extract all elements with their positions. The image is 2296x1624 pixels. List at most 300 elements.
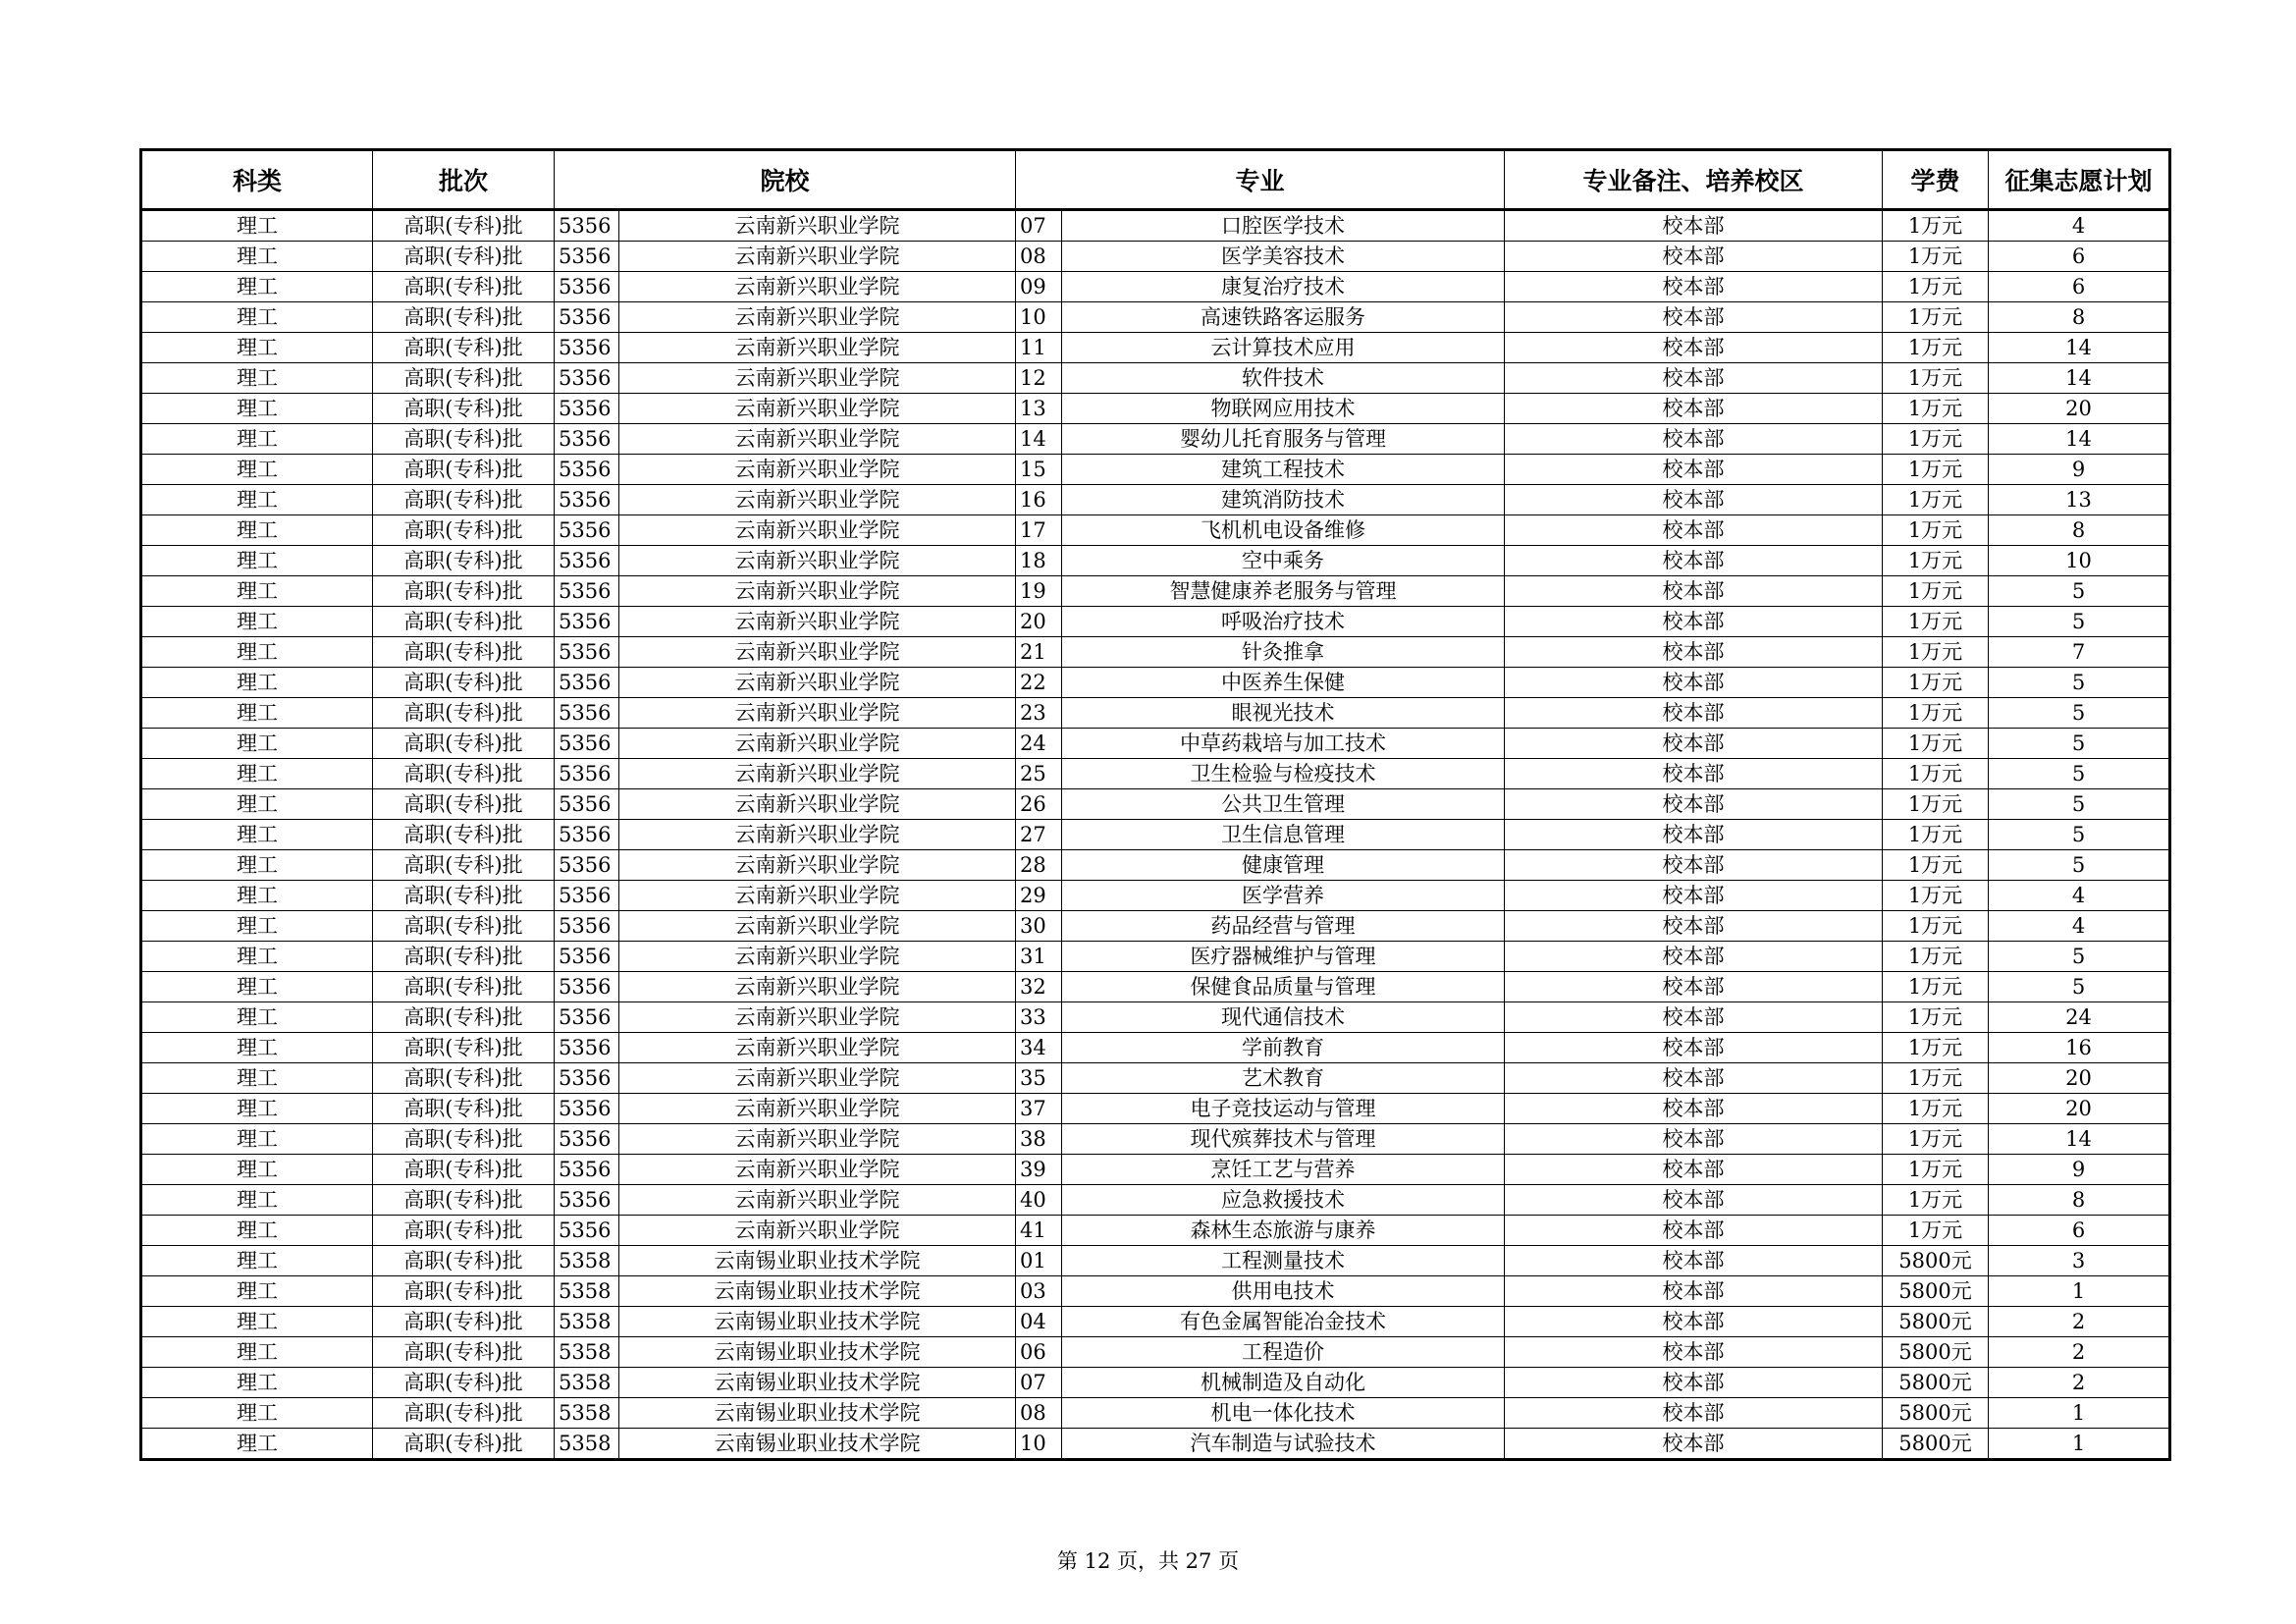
- remarks-campus-cell: 校本部: [1505, 515, 1883, 546]
- header-batch: 批次: [373, 150, 555, 210]
- major-name-cell: 现代通信技术: [1062, 1002, 1505, 1033]
- tuition-cell: 5800元: [1883, 1368, 1989, 1398]
- batch-cell: 高职(专科)批: [373, 881, 555, 911]
- remarks-campus-cell: 校本部: [1505, 1276, 1883, 1307]
- major-name-cell: 针灸推拿: [1062, 637, 1505, 668]
- tuition-cell: 1万元: [1883, 394, 1989, 424]
- tuition-cell: 1万元: [1883, 546, 1989, 576]
- school-name-cell: 云南新兴职业学院: [619, 546, 1016, 576]
- category-cell: 理工: [141, 1063, 373, 1094]
- school-name-cell: 云南新兴职业学院: [619, 1033, 1016, 1063]
- table-row: [141, 1002, 2170, 1033]
- batch-cell: 高职(专科)批: [373, 1216, 555, 1246]
- remarks-campus-cell: 校本部: [1505, 210, 1883, 242]
- school-code-cell: 5358: [555, 1368, 619, 1398]
- school-code-cell: 5356: [555, 546, 619, 576]
- school-name-cell: 云南新兴职业学院: [619, 272, 1016, 302]
- major-name-cell: 公共卫生管理: [1062, 789, 1505, 820]
- remarks-campus-cell: 校本部: [1505, 1185, 1883, 1216]
- tuition-cell: 1万元: [1883, 455, 1989, 485]
- batch-cell: 高职(专科)批: [373, 789, 555, 820]
- school-name-cell: 云南新兴职业学院: [619, 911, 1016, 942]
- school-name-cell: 云南新兴职业学院: [619, 729, 1016, 759]
- school-code-cell: 5358: [555, 1398, 619, 1429]
- major-code-cell: 08: [1016, 1398, 1062, 1429]
- batch-cell: 高职(专科)批: [373, 820, 555, 850]
- major-code-cell: 26: [1016, 789, 1062, 820]
- table-row: [141, 1155, 2170, 1185]
- school-name-cell: 云南新兴职业学院: [619, 1002, 1016, 1033]
- batch-cell: 高职(专科)批: [373, 698, 555, 729]
- category-cell: 理工: [141, 1398, 373, 1429]
- major-code-cell: 28: [1016, 850, 1062, 881]
- tuition-cell: 5800元: [1883, 1276, 1989, 1307]
- school-code-cell: 5356: [555, 1002, 619, 1033]
- major-code-cell: 40: [1016, 1185, 1062, 1216]
- category-cell: 理工: [141, 637, 373, 668]
- major-name-cell: 建筑消防技术: [1062, 485, 1505, 515]
- school-code-cell: 5358: [555, 1429, 619, 1460]
- plan-count-cell: 14: [1989, 424, 2170, 455]
- major-code-cell: 10: [1016, 1429, 1062, 1460]
- major-name-cell: 智慧健康养老服务与管理: [1062, 576, 1505, 607]
- tuition-cell: 1万元: [1883, 333, 1989, 363]
- table-row: [141, 820, 2170, 850]
- plan-count-cell: 16: [1989, 1033, 2170, 1063]
- table-row: [141, 1276, 2170, 1307]
- table-row: [141, 242, 2170, 272]
- category-cell: 理工: [141, 1094, 373, 1124]
- school-code-cell: 5358: [555, 1307, 619, 1337]
- school-name-cell: 云南新兴职业学院: [619, 515, 1016, 546]
- category-cell: 理工: [141, 424, 373, 455]
- table-row: [141, 942, 2170, 972]
- header-plan-count: 征集志愿计划: [1989, 150, 2170, 210]
- plan-count-cell: 20: [1989, 394, 2170, 424]
- major-name-cell: 工程测量技术: [1062, 1246, 1505, 1276]
- major-name-cell: 供用电技术: [1062, 1276, 1505, 1307]
- plan-count-cell: 5: [1989, 729, 2170, 759]
- batch-cell: 高职(专科)批: [373, 394, 555, 424]
- tuition-cell: 1万元: [1883, 242, 1989, 272]
- table-row: [141, 1094, 2170, 1124]
- batch-cell: 高职(专科)批: [373, 1185, 555, 1216]
- school-name-cell: 云南锡业职业技术学院: [619, 1276, 1016, 1307]
- school-name-cell: 云南新兴职业学院: [619, 881, 1016, 911]
- plan-count-cell: 13: [1989, 485, 2170, 515]
- school-name-cell: 云南新兴职业学院: [619, 1124, 1016, 1155]
- school-code-cell: 5356: [555, 210, 619, 242]
- batch-cell: 高职(专科)批: [373, 759, 555, 789]
- major-code-cell: 19: [1016, 576, 1062, 607]
- plan-count-cell: 10: [1989, 546, 2170, 576]
- category-cell: 理工: [141, 911, 373, 942]
- batch-cell: 高职(专科)批: [373, 911, 555, 942]
- major-name-cell: 汽车制造与试验技术: [1062, 1429, 1505, 1460]
- plan-count-cell: 24: [1989, 1002, 2170, 1033]
- header-school: 院校: [555, 150, 1016, 210]
- school-name-cell: 云南新兴职业学院: [619, 485, 1016, 515]
- category-cell: 理工: [141, 1124, 373, 1155]
- category-cell: 理工: [141, 210, 373, 242]
- batch-cell: 高职(专科)批: [373, 1124, 555, 1155]
- category-cell: 理工: [141, 485, 373, 515]
- remarks-campus-cell: 校本部: [1505, 789, 1883, 820]
- category-cell: 理工: [141, 607, 373, 637]
- table-row: [141, 455, 2170, 485]
- remarks-campus-cell: 校本部: [1505, 1337, 1883, 1368]
- major-code-cell: 27: [1016, 820, 1062, 850]
- plan-count-cell: 4: [1989, 911, 2170, 942]
- table-row: [141, 1246, 2170, 1276]
- table-row: [141, 1063, 2170, 1094]
- plan-count-cell: 1: [1989, 1276, 2170, 1307]
- category-cell: 理工: [141, 1216, 373, 1246]
- category-cell: 理工: [141, 242, 373, 272]
- major-name-cell: 卫生信息管理: [1062, 820, 1505, 850]
- batch-cell: 高职(专科)批: [373, 515, 555, 546]
- major-code-cell: 15: [1016, 455, 1062, 485]
- plan-count-cell: 5: [1989, 789, 2170, 820]
- category-cell: 理工: [141, 576, 373, 607]
- school-name-cell: 云南新兴职业学院: [619, 759, 1016, 789]
- tuition-cell: 1万元: [1883, 1094, 1989, 1124]
- major-code-cell: 07: [1016, 210, 1062, 242]
- remarks-campus-cell: 校本部: [1505, 820, 1883, 850]
- plan-count-cell: 20: [1989, 1094, 2170, 1124]
- category-cell: 理工: [141, 789, 373, 820]
- category-cell: 理工: [141, 1276, 373, 1307]
- batch-cell: 高职(专科)批: [373, 1398, 555, 1429]
- remarks-campus-cell: 校本部: [1505, 546, 1883, 576]
- school-name-cell: 云南新兴职业学院: [619, 637, 1016, 668]
- admission-plan-table: [139, 148, 2171, 1461]
- table-row: [141, 1368, 2170, 1398]
- tuition-cell: 5800元: [1883, 1337, 1989, 1368]
- school-code-cell: 5358: [555, 1337, 619, 1368]
- table-row: [141, 1398, 2170, 1429]
- plan-count-cell: 9: [1989, 1155, 2170, 1185]
- major-code-cell: 38: [1016, 1124, 1062, 1155]
- major-code-cell: 34: [1016, 1033, 1062, 1063]
- major-name-cell: 应急救援技术: [1062, 1185, 1505, 1216]
- plan-count-cell: 5: [1989, 850, 2170, 881]
- major-name-cell: 中草药栽培与加工技术: [1062, 729, 1505, 759]
- tuition-cell: 1万元: [1883, 698, 1989, 729]
- plan-count-cell: 3: [1989, 1246, 2170, 1276]
- category-cell: 理工: [141, 546, 373, 576]
- table-row: [141, 546, 2170, 576]
- remarks-campus-cell: 校本部: [1505, 1094, 1883, 1124]
- major-name-cell: 物联网应用技术: [1062, 394, 1505, 424]
- school-name-cell: 云南新兴职业学院: [619, 455, 1016, 485]
- page-footer: 第 12 页，共 27 页: [1056, 1549, 1240, 1573]
- batch-cell: 高职(专科)批: [373, 242, 555, 272]
- plan-count-cell: 9: [1989, 455, 2170, 485]
- major-name-cell: 中医养生保健: [1062, 668, 1505, 698]
- batch-cell: 高职(专科)批: [373, 729, 555, 759]
- school-name-cell: 云南新兴职业学院: [619, 1063, 1016, 1094]
- major-name-cell: 建筑工程技术: [1062, 455, 1505, 485]
- remarks-campus-cell: 校本部: [1505, 850, 1883, 881]
- tuition-cell: 1万元: [1883, 850, 1989, 881]
- table-row: [141, 1185, 2170, 1216]
- table-row: [141, 333, 2170, 363]
- major-code-cell: 14: [1016, 424, 1062, 455]
- major-name-cell: 卫生检验与检疫技术: [1062, 759, 1505, 789]
- major-name-cell: 机电一体化技术: [1062, 1398, 1505, 1429]
- batch-cell: 高职(专科)批: [373, 972, 555, 1002]
- major-code-cell: 23: [1016, 698, 1062, 729]
- major-code-cell: 01: [1016, 1246, 1062, 1276]
- tuition-cell: 1万元: [1883, 1124, 1989, 1155]
- school-code-cell: 5356: [555, 515, 619, 546]
- plan-count-cell: 6: [1989, 1216, 2170, 1246]
- tuition-cell: 1万元: [1883, 729, 1989, 759]
- batch-cell: 高职(专科)批: [373, 302, 555, 333]
- remarks-campus-cell: 校本部: [1505, 911, 1883, 942]
- school-code-cell: 5356: [555, 333, 619, 363]
- category-cell: 理工: [141, 1246, 373, 1276]
- school-code-cell: 5356: [555, 881, 619, 911]
- batch-cell: 高职(专科)批: [373, 1429, 555, 1460]
- category-cell: 理工: [141, 972, 373, 1002]
- remarks-campus-cell: 校本部: [1505, 759, 1883, 789]
- school-name-cell: 云南新兴职业学院: [619, 333, 1016, 363]
- major-code-cell: 08: [1016, 242, 1062, 272]
- remarks-campus-cell: 校本部: [1505, 668, 1883, 698]
- batch-cell: 高职(专科)批: [373, 1368, 555, 1398]
- batch-cell: 高职(专科)批: [373, 272, 555, 302]
- remarks-campus-cell: 校本部: [1505, 972, 1883, 1002]
- tuition-cell: 1万元: [1883, 1185, 1989, 1216]
- remarks-campus-cell: 校本部: [1505, 1368, 1883, 1398]
- category-cell: 理工: [141, 942, 373, 972]
- school-code-cell: 5356: [555, 729, 619, 759]
- table-row: [141, 789, 2170, 820]
- table-row: [141, 637, 2170, 668]
- plan-count-cell: 5: [1989, 607, 2170, 637]
- school-code-cell: 5356: [555, 637, 619, 668]
- category-cell: 理工: [141, 363, 373, 394]
- table-row: [141, 911, 2170, 942]
- school-name-cell: 云南新兴职业学院: [619, 972, 1016, 1002]
- batch-cell: 高职(专科)批: [373, 668, 555, 698]
- plan-count-cell: 1: [1989, 1429, 2170, 1460]
- category-cell: 理工: [141, 302, 373, 333]
- major-name-cell: 健康管理: [1062, 850, 1505, 881]
- major-code-cell: 04: [1016, 1307, 1062, 1337]
- school-name-cell: 云南新兴职业学院: [619, 850, 1016, 881]
- school-name-cell: 云南锡业职业技术学院: [619, 1337, 1016, 1368]
- remarks-campus-cell: 校本部: [1505, 607, 1883, 637]
- major-name-cell: 呼吸治疗技术: [1062, 607, 1505, 637]
- remarks-campus-cell: 校本部: [1505, 1429, 1883, 1460]
- plan-count-cell: 5: [1989, 668, 2170, 698]
- header-major: 专业: [1016, 150, 1505, 210]
- batch-cell: 高职(专科)批: [373, 607, 555, 637]
- header-remarks-campus: 专业备注、培养校区: [1505, 150, 1883, 210]
- table-row: [141, 1429, 2170, 1460]
- table-row: [141, 1337, 2170, 1368]
- major-name-cell: 艺术教育: [1062, 1063, 1505, 1094]
- school-name-cell: 云南锡业职业技术学院: [619, 1429, 1016, 1460]
- tuition-cell: 1万元: [1883, 637, 1989, 668]
- header-tuition: 学费: [1883, 150, 1989, 210]
- school-code-cell: 5356: [555, 759, 619, 789]
- table-body: [141, 210, 2170, 1460]
- table-row: [141, 698, 2170, 729]
- school-name-cell: 云南新兴职业学院: [619, 698, 1016, 729]
- batch-cell: 高职(专科)批: [373, 850, 555, 881]
- remarks-campus-cell: 校本部: [1505, 1063, 1883, 1094]
- plan-count-cell: 5: [1989, 759, 2170, 789]
- plan-count-cell: 14: [1989, 1124, 2170, 1155]
- school-name-cell: 云南新兴职业学院: [619, 363, 1016, 394]
- major-name-cell: 口腔医学技术: [1062, 210, 1505, 242]
- school-name-cell: 云南新兴职业学院: [619, 607, 1016, 637]
- batch-cell: 高职(专科)批: [373, 576, 555, 607]
- tuition-cell: 5800元: [1883, 1246, 1989, 1276]
- plan-count-cell: 5: [1989, 820, 2170, 850]
- school-code-cell: 5356: [555, 242, 619, 272]
- category-cell: 理工: [141, 1368, 373, 1398]
- batch-cell: 高职(专科)批: [373, 455, 555, 485]
- major-name-cell: 空中乘务: [1062, 546, 1505, 576]
- remarks-campus-cell: 校本部: [1505, 1033, 1883, 1063]
- major-name-cell: 烹饪工艺与营养: [1062, 1155, 1505, 1185]
- remarks-campus-cell: 校本部: [1505, 729, 1883, 759]
- category-cell: 理工: [141, 333, 373, 363]
- table-row: [141, 850, 2170, 881]
- school-name-cell: 云南锡业职业技术学院: [619, 1368, 1016, 1398]
- major-name-cell: 康复治疗技术: [1062, 272, 1505, 302]
- remarks-campus-cell: 校本部: [1505, 1398, 1883, 1429]
- school-name-cell: 云南新兴职业学院: [619, 576, 1016, 607]
- table-row: [141, 1307, 2170, 1337]
- major-name-cell: 高速铁路客运服务: [1062, 302, 1505, 333]
- plan-count-cell: 5: [1989, 972, 2170, 1002]
- table-row: [141, 515, 2170, 546]
- table-row: [141, 972, 2170, 1002]
- school-code-cell: 5356: [555, 424, 619, 455]
- remarks-campus-cell: 校本部: [1505, 1307, 1883, 1337]
- major-code-cell: 30: [1016, 911, 1062, 942]
- school-name-cell: 云南锡业职业技术学院: [619, 1246, 1016, 1276]
- tuition-cell: 1万元: [1883, 881, 1989, 911]
- major-code-cell: 39: [1016, 1155, 1062, 1185]
- major-code-cell: 21: [1016, 637, 1062, 668]
- tuition-cell: 1万元: [1883, 1216, 1989, 1246]
- school-name-cell: 云南新兴职业学院: [619, 820, 1016, 850]
- plan-count-cell: 8: [1989, 1185, 2170, 1216]
- major-name-cell: 眼视光技术: [1062, 698, 1505, 729]
- plan-count-cell: 8: [1989, 515, 2170, 546]
- batch-cell: 高职(专科)批: [373, 485, 555, 515]
- school-code-cell: 5356: [555, 698, 619, 729]
- tuition-cell: 5800元: [1883, 1429, 1989, 1460]
- tuition-cell: 1万元: [1883, 911, 1989, 942]
- major-code-cell: 17: [1016, 515, 1062, 546]
- tuition-cell: 1万元: [1883, 1063, 1989, 1094]
- major-name-cell: 机械制造及自动化: [1062, 1368, 1505, 1398]
- major-name-cell: 飞机机电设备维修: [1062, 515, 1505, 546]
- major-code-cell: 18: [1016, 546, 1062, 576]
- plan-count-cell: 2: [1989, 1337, 2170, 1368]
- remarks-campus-cell: 校本部: [1505, 1246, 1883, 1276]
- major-code-cell: 11: [1016, 333, 1062, 363]
- batch-cell: 高职(专科)批: [373, 363, 555, 394]
- remarks-campus-cell: 校本部: [1505, 302, 1883, 333]
- major-name-cell: 工程造价: [1062, 1337, 1505, 1368]
- major-name-cell: 保健食品质量与管理: [1062, 972, 1505, 1002]
- tuition-cell: 1万元: [1883, 424, 1989, 455]
- plan-count-cell: 2: [1989, 1307, 2170, 1337]
- major-name-cell: 医学营养: [1062, 881, 1505, 911]
- school-name-cell: 云南新兴职业学院: [619, 394, 1016, 424]
- school-code-cell: 5356: [555, 820, 619, 850]
- table-row: [141, 881, 2170, 911]
- plan-count-cell: 1: [1989, 1398, 2170, 1429]
- school-name-cell: 云南新兴职业学院: [619, 668, 1016, 698]
- category-cell: 理工: [141, 668, 373, 698]
- remarks-campus-cell: 校本部: [1505, 1155, 1883, 1185]
- school-code-cell: 5356: [555, 1033, 619, 1063]
- tuition-cell: 1万元: [1883, 272, 1989, 302]
- remarks-campus-cell: 校本部: [1505, 333, 1883, 363]
- school-code-cell: 5356: [555, 972, 619, 1002]
- batch-cell: 高职(专科)批: [373, 1063, 555, 1094]
- remarks-campus-cell: 校本部: [1505, 637, 1883, 668]
- major-name-cell: 学前教育: [1062, 1033, 1505, 1063]
- school-code-cell: 5356: [555, 1094, 619, 1124]
- major-code-cell: 32: [1016, 972, 1062, 1002]
- tuition-cell: 1万元: [1883, 942, 1989, 972]
- school-code-cell: 5356: [555, 942, 619, 972]
- plan-count-cell: 6: [1989, 272, 2170, 302]
- category-cell: 理工: [141, 1307, 373, 1337]
- school-code-cell: 5356: [555, 607, 619, 637]
- batch-cell: 高职(专科)批: [373, 424, 555, 455]
- batch-cell: 高职(专科)批: [373, 1155, 555, 1185]
- tuition-cell: 1万元: [1883, 1002, 1989, 1033]
- batch-cell: 高职(专科)批: [373, 1246, 555, 1276]
- school-code-cell: 5356: [555, 272, 619, 302]
- school-code-cell: 5356: [555, 911, 619, 942]
- table-row: [141, 759, 2170, 789]
- major-code-cell: 37: [1016, 1094, 1062, 1124]
- school-name-cell: 云南新兴职业学院: [619, 1094, 1016, 1124]
- school-code-cell: 5356: [555, 789, 619, 820]
- tuition-cell: 1万元: [1883, 210, 1989, 242]
- table-row: [141, 1033, 2170, 1063]
- tuition-cell: 1万元: [1883, 363, 1989, 394]
- table-row: [141, 729, 2170, 759]
- major-code-cell: 12: [1016, 363, 1062, 394]
- plan-count-cell: 20: [1989, 1063, 2170, 1094]
- batch-cell: 高职(专科)批: [373, 546, 555, 576]
- plan-count-cell: 7: [1989, 637, 2170, 668]
- major-name-cell: 有色金属智能冶金技术: [1062, 1307, 1505, 1337]
- batch-cell: 高职(专科)批: [373, 210, 555, 242]
- major-name-cell: 森林生态旅游与康养: [1062, 1216, 1505, 1246]
- school-code-cell: 5356: [555, 576, 619, 607]
- plan-count-cell: 5: [1989, 942, 2170, 972]
- school-name-cell: 云南新兴职业学院: [619, 1155, 1016, 1185]
- school-name-cell: 云南新兴职业学院: [619, 424, 1016, 455]
- plan-count-cell: 5: [1989, 576, 2170, 607]
- header-row: [141, 150, 2170, 210]
